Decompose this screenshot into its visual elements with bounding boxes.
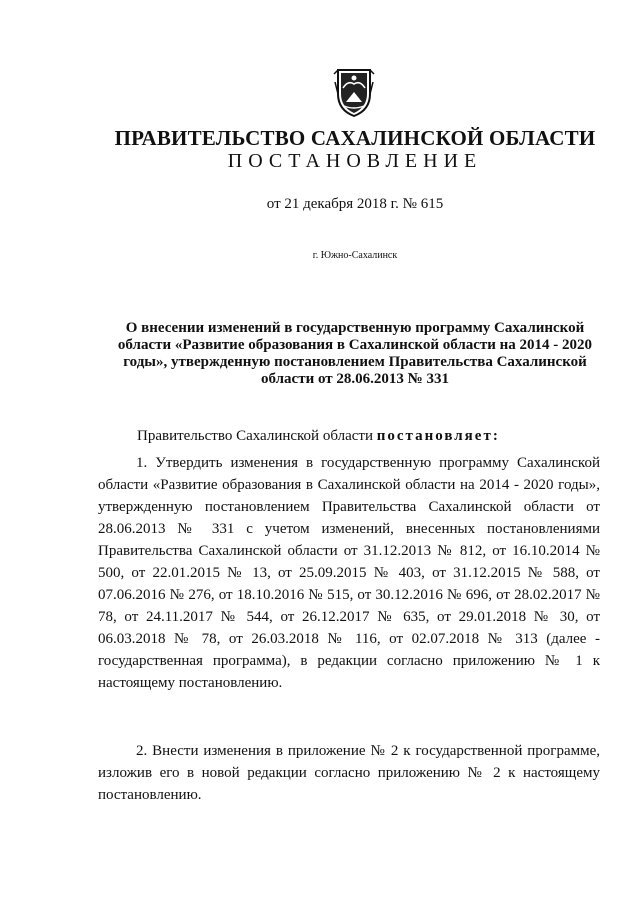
- preamble: [137, 428, 500, 445]
- organization-name: ПРАВИТЕЛЬСТВО САХАЛИНСКОЙ ОБЛАСТИ: [114, 126, 596, 150]
- coat-of-arms-icon: [332, 64, 376, 118]
- paragraph-1: 1. Утвердить изменения в государственную программу Сахалинской области «Развитие образования в Сахалинской области на 2014 - 2020 годы», утвержденную постановлением Правительства Сахалинской области от 28.06.2013 № 331 с учетом изменений, внесенных постановлениями Правительства Сахалинской области от 31.12.2013 № 812, от 16.10.2014 № 500, от 22.01.2015 № 13, от 25.09.2015 № 403, от 31.12.2015 № 588, от 07.06.2016 № 276, от 18.10.2016 № 515, от 30.12.2016 № 696, от 28.02.2017 № 78, от 24.11.2017 № 544, от 26.12.2017 № 635, от 29.01.2018 № 30, от 06.03.2018 № 78, от 26.03.2018 № 116, от 02.07.2018 № 313 (далее - государственная программа), в редакции согласно приложению № 1 к настоящему постановлению.: [98, 455, 600, 691]
- document-subject: О внесении изменений в государственную программу Сахалинской области «Развитие образования в Сахалинской области на 2014 - 2020 годы», утвержденную постановлением Правительства Сахалинской области от 28.06.2013 № 331: [117, 320, 593, 387]
- paragraph-2: 2. Внести изменения в приложение № 2 к государственной программе, изложив его в новой редакции согласно приложению № 2 к настоящему постановлению.: [98, 743, 600, 803]
- preamble-lead: Правительство Сахалинской области: [137, 428, 377, 444]
- document-city: г. Южно-Сахалинск: [312, 250, 398, 261]
- document-type: ПОСТАНОВЛЕНИЕ: [227, 150, 483, 172]
- document-date-number: от 21 декабря 2018 г. № 615: [266, 196, 444, 212]
- preamble-verb: постановляет:: [376, 428, 500, 444]
